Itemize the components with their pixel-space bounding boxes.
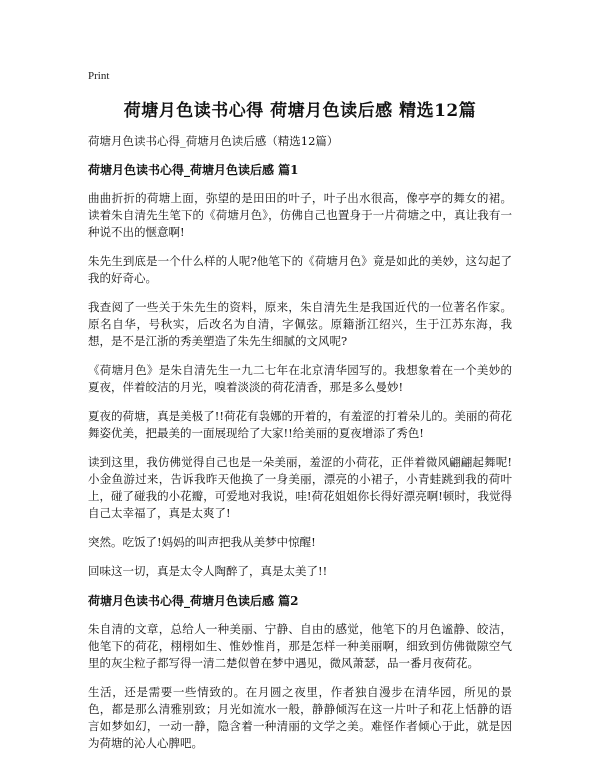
document-title: 荷塘月色读书心得 荷塘月色读后感 精选12篇 (123, 101, 477, 121)
paragraph: 《荷塘月色》是朱自清先生一九二七年在北京清华园写的。我想象着在一个美妙的夏夜，伴着皎洁的月光，嗅着淡淡的荷花清香，那是多么曼妙! (88, 363, 512, 394)
paragraph: 突然。吃饭了!妈妈的叫声把我从美梦中惊醒! (88, 535, 316, 549)
section-heading: 荷塘月色读书心得_荷塘月色读后感 篇2 (88, 594, 299, 608)
document-subtitle: 荷塘月色读书心得_荷塘月色读后感（精选12篇） (88, 134, 339, 148)
paragraph: 朱先生到底是一个什么样的人呢?他笔下的《荷塘月色》竟是如此的美妙，这勾起了我的好奇心。 (88, 254, 512, 285)
paragraph: 夏夜的荷塘，真是美极了!!荷花有袅娜的开着的，有羞涩的打着朵儿的。美丽的荷花舞姿优美，把最美的一面展现给了大家!!给美丽的夏夜增添了秀色! (88, 409, 512, 440)
paragraph: 回味这一切，真是太令人陶醉了，真是太美了!! (88, 564, 328, 578)
section-2 (88, 592, 512, 752)
paragraph: 读到这里，我仿佛觉得自己也是一朵美丽，羞涩的小荷花，正伴着微风翩翩起舞呢!小金鱼游过来，告诉我昨天他换了一身美丽，漂亮的小裙子，小青蛙跳到我的荷叶上，碰了碰我的小花瓣，可爱地对我说，哇!荷花姐姐你长得好漂亮啊!顿时，我觉得自己太幸福了，真是太爽了! (88, 455, 512, 520)
section-1 (88, 161, 512, 580)
paragraph: 曲曲折折的荷塘上面，弥望的是田田的叶子，叶子出水很高，像亭亭的舞女的裙。读着朱自清先生笔下的《荷塘月色》，仿佛自己也置身于一片荷塘之中，真让我有一种说不出的惬意啊! (88, 191, 512, 239)
paragraph: 我查阅了一些关于朱先生的资料，原来，朱自清先生是我国近代的一位著名作家。原名自华，号秋实，后改名为自清，字佩弦。原籍浙江绍兴，生于江苏东海，我想，是不是江浙的秀美塑造了朱先生细腻的文风呢? (88, 300, 512, 348)
print-link[interactable]: Print (88, 70, 110, 82)
section-heading: 荷塘月色读书心得_荷塘月色读后感 篇1 (88, 163, 299, 177)
paragraph: 朱自清的文章，总给人一种美丽、宁静、自由的感觉，他笔下的月色谧静、皎洁，他笔下的荷花，栩栩如生、惟妙惟肖，那是怎样一种美丽啊，细致到仿佛微隙空气里的灰尘粒子都写得一清二楚似曾在梦中遇见，微风萧瑟，品一番月夜荷花。 (88, 622, 512, 670)
paragraph: 生活，还是需要一些情致的。在月圆之夜里，作者独自漫步在清华园，所见的景色，都是那么清雅别致；月光如流水一般，静静倾泻在这一片叶子和花上恬静的语言如梦如幻，一动一静，隐含着一种清丽的文学之美。难怪作者倾心于此，就是因为荷塘的沁人心脾吧。 (88, 685, 512, 750)
